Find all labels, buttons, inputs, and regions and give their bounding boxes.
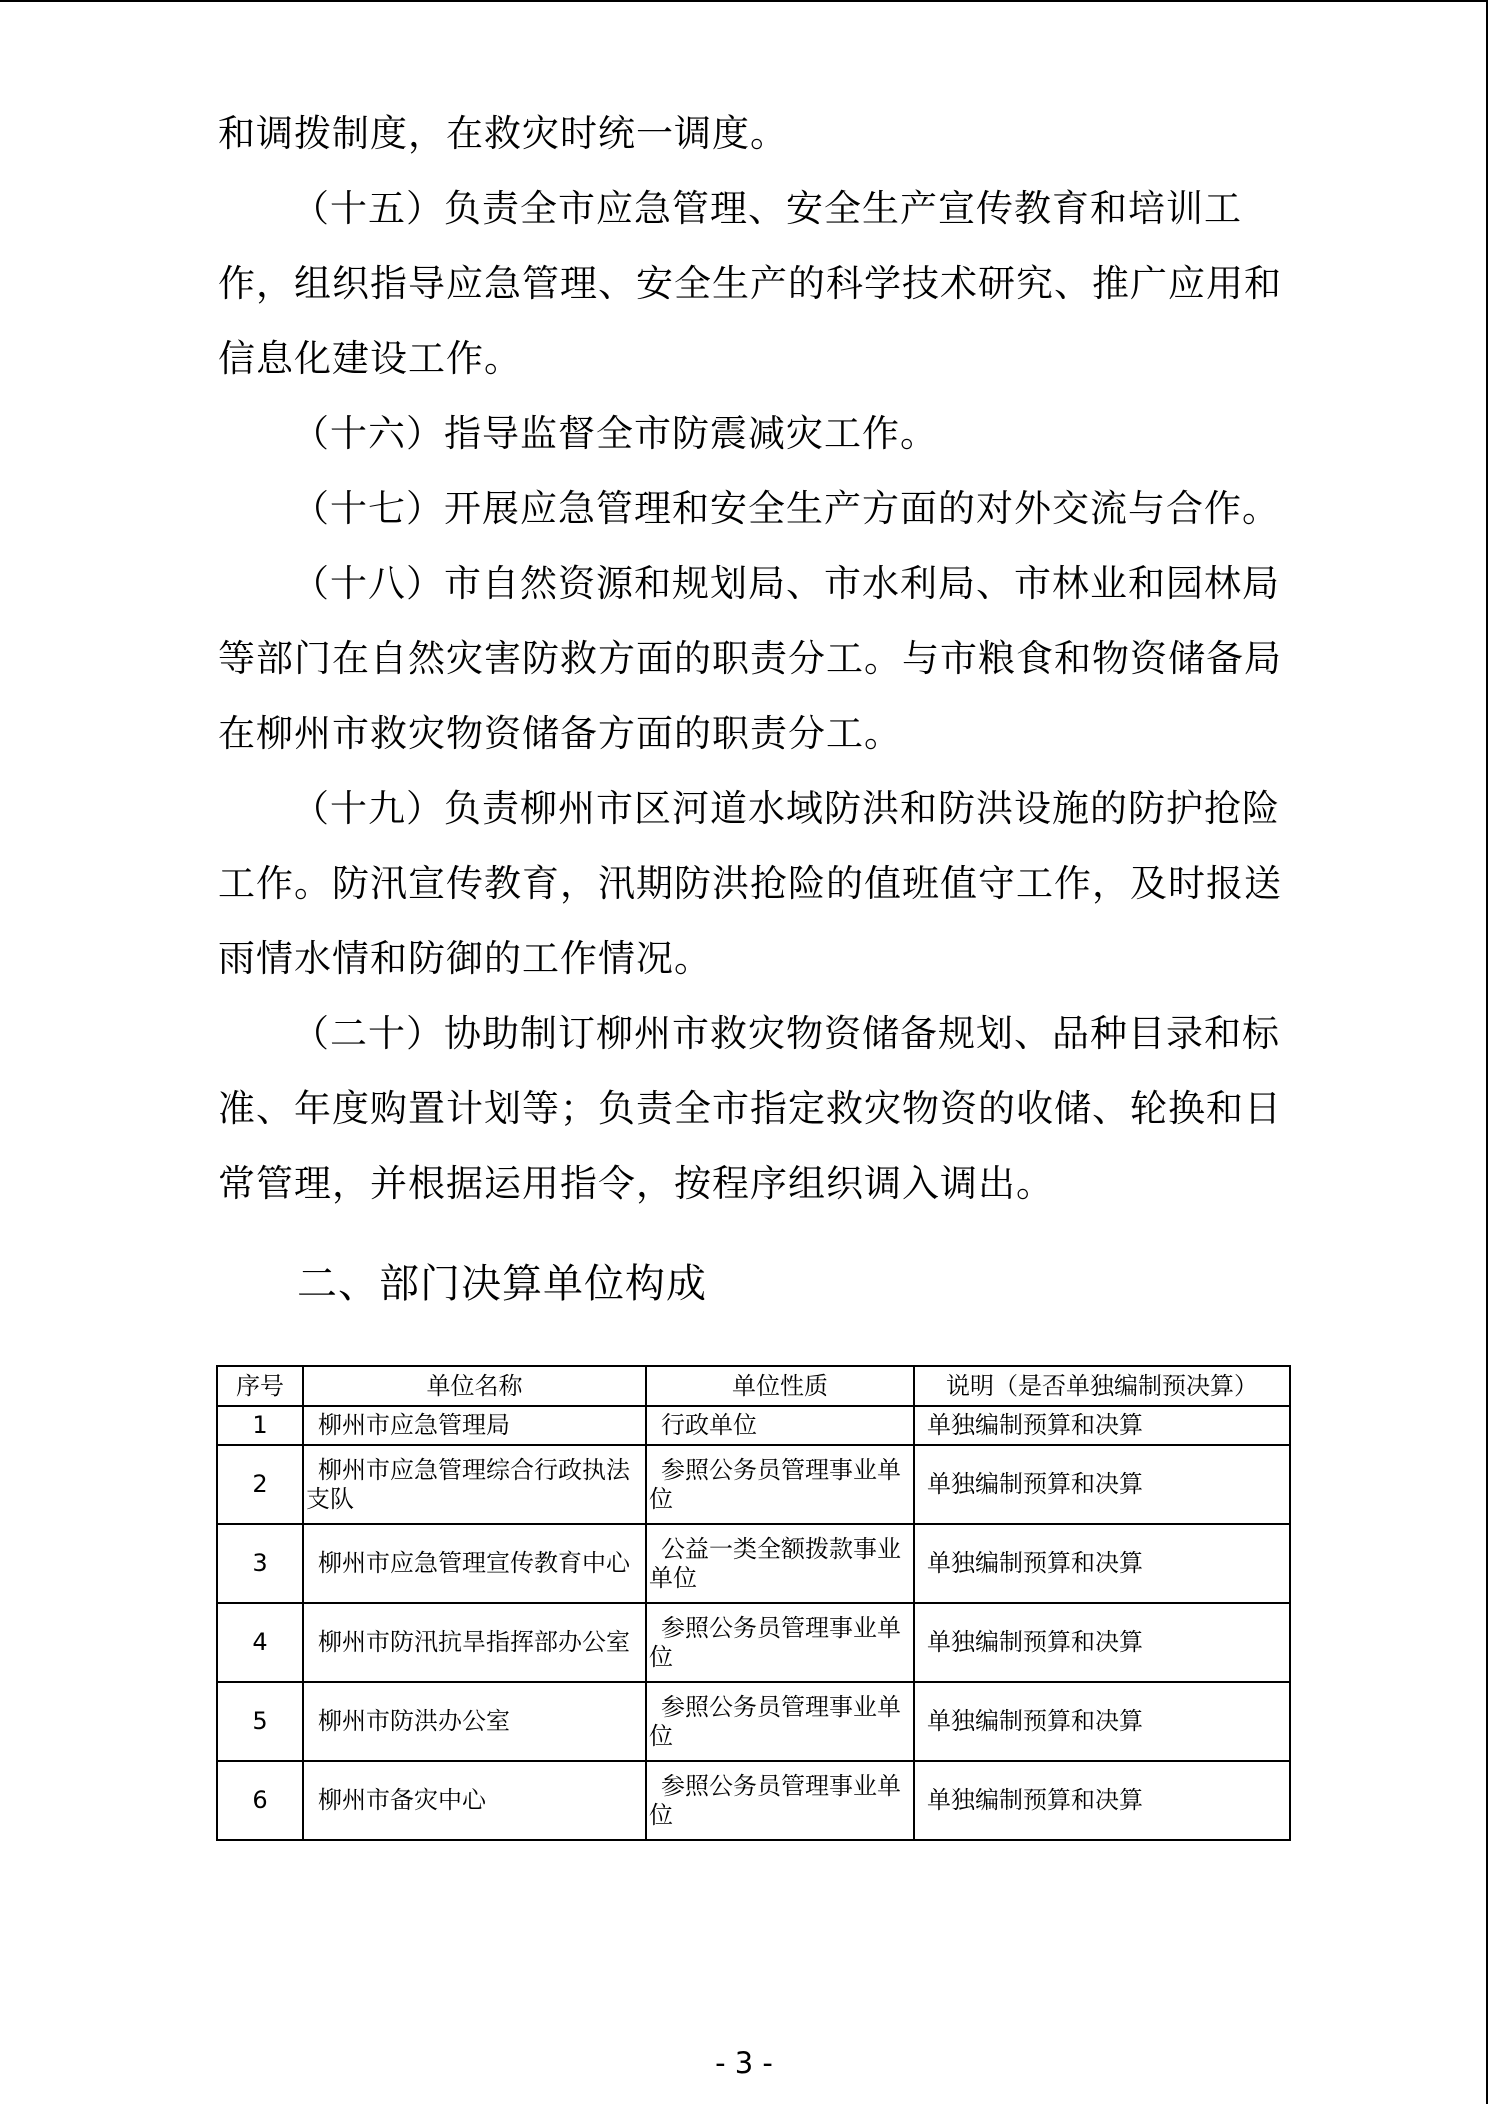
cell-type: 参照公务员管理事业单位 xyxy=(646,1682,914,1761)
paragraph-item-18: （十八）市自然资源和规划局、市水利局、市林业和园林局等部门在自然灾害防救方面的职责分工。与市粮食和物资储备局在柳州市救灾物资储备方面的职责分工。 xyxy=(218,562,1282,755)
cell-type: 公益一类全额拨款事业单位 xyxy=(646,1524,914,1603)
page-number: - 3 - xyxy=(715,2046,773,2080)
cell-name: 柳州市应急管理局 xyxy=(303,1406,646,1445)
cell-note: 单独编制预算和决算 xyxy=(914,1524,1290,1603)
cell-name: 柳州市防洪办公室 xyxy=(303,1682,646,1761)
cell-note: 单独编制预算和决算 xyxy=(914,1682,1290,1761)
cell-name: 柳州市防汛抗旱指挥部办公室 xyxy=(303,1603,646,1682)
cell-name: 柳州市备灾中心 xyxy=(303,1761,646,1840)
paragraph-item-19: （十九）负责柳州市区河道水域防洪和防洪设施的防护抢险工作。防汛宣传教育，汛期防洪抢险的值班值守工作，及时报送雨情水情和防御的工作情况。 xyxy=(218,787,1282,980)
cell-note: 单独编制预算和决算 xyxy=(914,1445,1290,1524)
cell-name: 柳州市应急管理综合行政执法支队 xyxy=(303,1445,646,1524)
cell-no: 5 xyxy=(217,1682,303,1761)
paragraph-item-20: （二十）协助制订柳州市救灾物资储备规划、品种目录和标准、年度购置计划等；负责全市指定救灾物资的收储、轮换和日常管理，并根据运用指令，按程序组织调入调出。 xyxy=(218,1012,1282,1205)
table-row xyxy=(217,1682,1290,1761)
body-text xyxy=(218,96,1288,1221)
cell-no: 4 xyxy=(217,1603,303,1682)
table-row xyxy=(217,1524,1290,1603)
section-heading: 二、部门决算单位构成 xyxy=(297,1261,707,1307)
paragraph-item-15: （十五）负责全市应急管理、安全生产宣传教育和培训工作，组织指导应急管理、安全生产的科学技术研究、推广应用和信息化建设工作。 xyxy=(218,187,1282,380)
cell-no: 3 xyxy=(217,1524,303,1603)
cell-note: 单独编制预算和决算 xyxy=(914,1406,1290,1445)
paragraph-item-16: （十六）指导监督全市防震减灾工作。 xyxy=(292,412,938,455)
header-no: 序号 xyxy=(217,1366,303,1406)
table-row xyxy=(217,1603,1290,1682)
paragraph-continuation: 和调拨制度，在救灾时统一调度。 xyxy=(218,112,788,155)
cell-note: 单独编制预算和决算 xyxy=(914,1761,1290,1840)
cell-type: 参照公务员管理事业单位 xyxy=(646,1603,914,1682)
cell-type: 参照公务员管理事业单位 xyxy=(646,1445,914,1524)
cell-no: 6 xyxy=(217,1761,303,1840)
paragraph-item-17: （十七）开展应急管理和安全生产方面的对外交流与合作。 xyxy=(292,487,1280,530)
cell-type: 参照公务员管理事业单位 xyxy=(646,1761,914,1840)
table-row xyxy=(217,1406,1290,1445)
cell-type: 行政单位 xyxy=(646,1406,914,1445)
cell-name: 柳州市应急管理宣传教育中心 xyxy=(303,1524,646,1603)
header-type: 单位性质 xyxy=(646,1366,914,1406)
table-header-row xyxy=(217,1366,1290,1406)
header-note: 说明（是否单独编制预决算） xyxy=(914,1366,1290,1406)
table-row xyxy=(217,1445,1290,1524)
cell-note: 单独编制预算和决算 xyxy=(914,1603,1290,1682)
units-table xyxy=(216,1365,1291,1841)
cell-no: 1 xyxy=(217,1406,303,1445)
table-row xyxy=(217,1761,1290,1840)
cell-no: 2 xyxy=(217,1445,303,1524)
header-name: 单位名称 xyxy=(303,1366,646,1406)
